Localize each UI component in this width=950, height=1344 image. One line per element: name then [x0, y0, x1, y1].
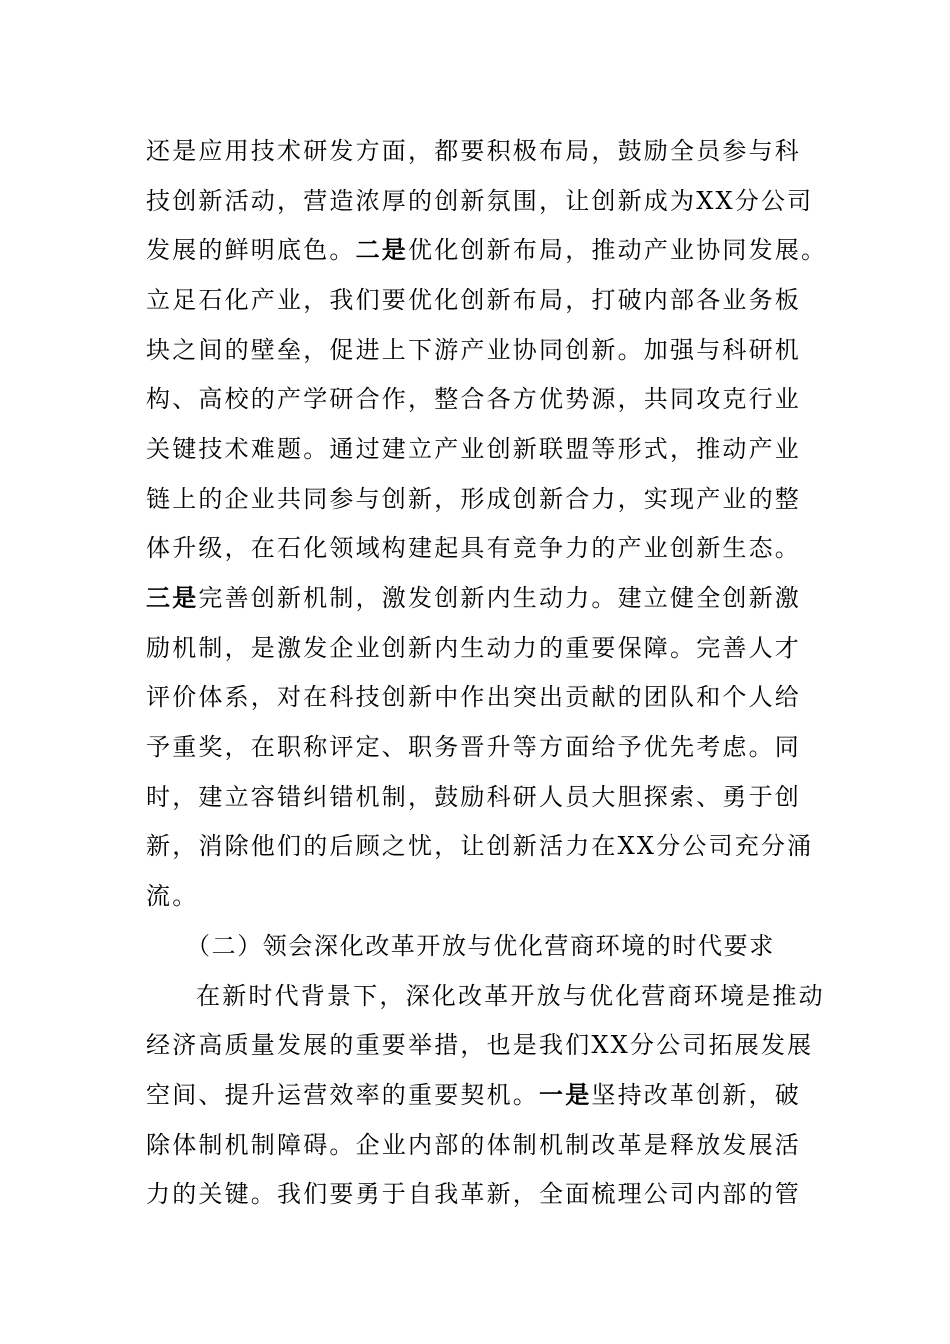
bold-marker: 一是: [539, 1080, 592, 1109]
text-line: 除体制机制障碍。企业内部的体制机制改革是释放发展活: [146, 1131, 801, 1159]
text-line: 三是完善创新机制，激发创新内生动力。建立健全创新激: [146, 583, 802, 612]
bold-marker: 二是: [355, 235, 409, 264]
text-line: 体升级，在石化领域构建起具有竞争力的产业创新生态。: [146, 534, 801, 562]
text-line: 发展的鲜明底色。二是优化创新布局，推动产业协同发展。: [146, 235, 828, 264]
text-line: 立足石化产业，我们要优化创新布局，打破内部各业务板: [146, 286, 801, 314]
text-line: 经济高质量发展的重要举措，也是我们XX分公司拓展发展: [146, 1031, 814, 1059]
text-line: 链上的企业共同参与创新，形成创新合力，实现产业的整: [146, 485, 801, 513]
text-line: 新，消除他们的后顾之忧，让创新活力在XX分公司充分涌: [146, 832, 814, 860]
text-line: 予重奖，在职称评定、职务晋升等方面给予优先考虑。同: [146, 733, 801, 761]
text-line: 励机制，是激发企业创新内生动力的重要保障。完善人才: [146, 634, 801, 662]
text-line: 还是应用技术研发方面，都要积极布局，鼓励全员参与科: [146, 137, 801, 165]
text-line: 块之间的壁垒，促进上下游产业协同创新。加强与科研机: [146, 336, 801, 364]
paragraph-first-line: 在新时代背景下，深化改革开放与优化营商环境是推动: [196, 982, 825, 1010]
section-heading: （二）领会深化改革开放与优化营商环境的时代要求: [186, 932, 775, 960]
text-line: 评价体系，对在科技创新中作出突出贡献的团队和个人给: [146, 683, 801, 711]
text-line: 流。: [146, 882, 199, 910]
text-line: 空间、提升运营效率的重要契机。一是坚持改革创新，破: [146, 1080, 802, 1109]
text-line: 关键技术难题。通过建立产业创新联盟等形式，推动产业: [146, 435, 801, 463]
text-line: 构、高校的产学研合作，整合各方优势源，共同攻克行业: [146, 385, 801, 413]
text-line: 时，建立容错纠错机制，鼓励科研人员大胆探索、勇于创: [146, 783, 801, 811]
text-line: 力的关键。我们要勇于自我革新，全面梳理公司内部的管: [146, 1180, 801, 1208]
bold-marker: 三是: [146, 583, 199, 612]
text-line: 技创新活动，营造浓厚的创新氛围，让创新成为XX分公司: [146, 187, 814, 215]
